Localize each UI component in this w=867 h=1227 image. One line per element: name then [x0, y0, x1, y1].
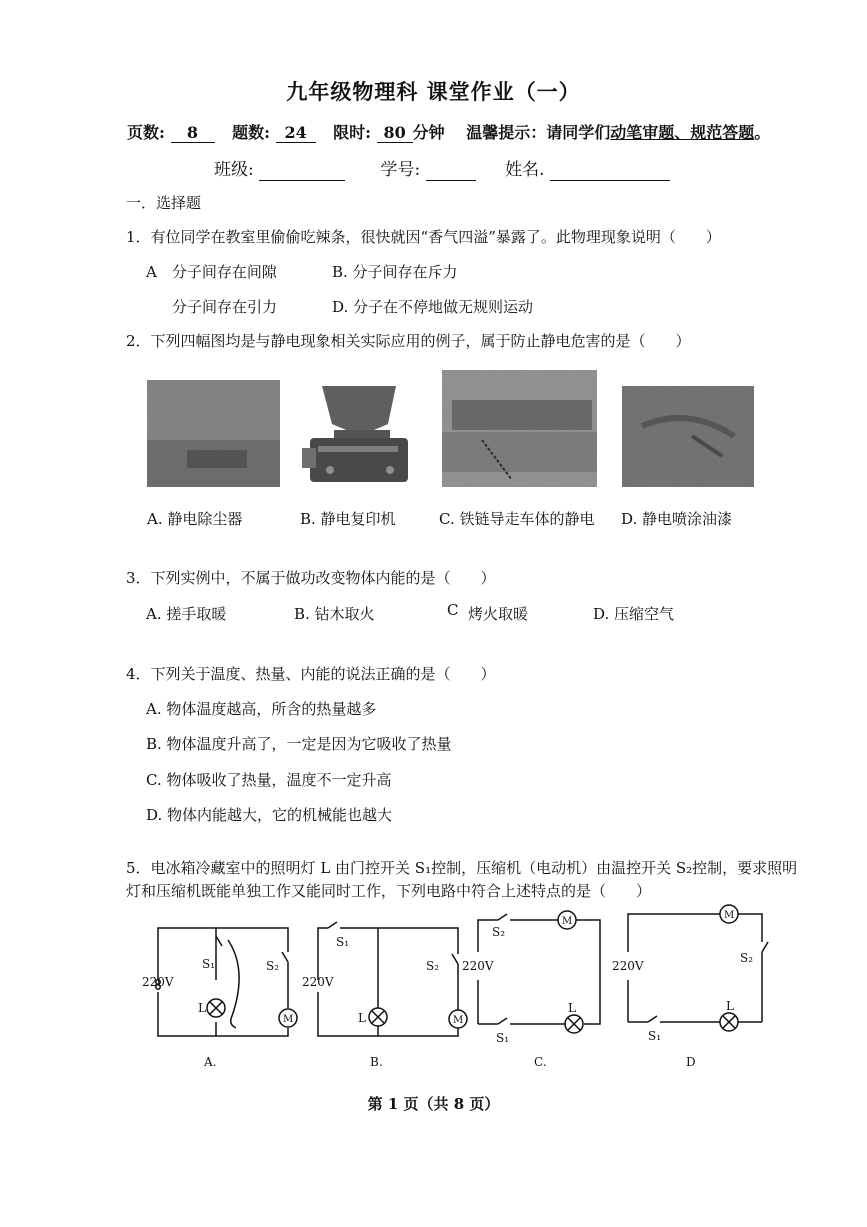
q2-stem: 2．下列四幅图均是与静电现象相关实际应用的例子，属于防止静电危害的是（ ）: [126, 332, 691, 350]
name-field[interactable]: [550, 160, 670, 181]
page-title: 九年级物理科 课堂作业（一）: [286, 79, 581, 104]
questions-value: 24: [276, 123, 316, 143]
q2-photo-spray-paint: [622, 386, 754, 487]
name-label: 姓名.: [505, 160, 545, 180]
circuit-d-lamp: L: [726, 999, 734, 1013]
tip-underlined: 动笔审题、规范答题: [610, 123, 755, 142]
circuit-c-s1: S₁: [496, 1031, 510, 1045]
q2-option-b: B. 静电复印机: [300, 510, 396, 528]
circuit-b-motor: M: [453, 1015, 464, 1026]
circuit-d-voltage: 220V: [612, 959, 644, 973]
q4-option-b: B. 物体温度升高了，一定是因为它吸收了热量: [146, 735, 452, 753]
time-label: 限时:: [333, 123, 372, 142]
circuit-c-label: C.: [534, 1055, 547, 1069]
tip-plain: 请同学们: [546, 123, 611, 142]
q1-stem: 1．有位同学在教室里偷偷吃辣条，很快就因“香气四溢”暴露了。此物理现象说明（ ）: [126, 228, 721, 246]
circuit-d-label: D: [686, 1055, 696, 1069]
questions-label: 题数:: [232, 123, 270, 142]
circuit-a-lamp: L: [198, 1001, 206, 1015]
q3-option-d: D. 压缩空气: [593, 605, 675, 623]
q2-option-d: D. 静电喷涂油漆: [621, 510, 733, 528]
class-field[interactable]: [259, 160, 345, 181]
student-info-line: [214, 155, 670, 181]
pages-value: 8: [171, 123, 215, 143]
q4-stem: 4．下列关于温度、热量、内能的说法正确的是（ ）: [126, 665, 496, 683]
q1-option-a: A 分子间存在间隙: [146, 263, 277, 281]
q2-option-c: C. 铁链导走车体的静电: [439, 510, 595, 528]
q1-option-d: D. 分子在不停地做无规则运动: [332, 298, 534, 316]
tip-label: 温馨提示：: [466, 123, 547, 142]
circuit-a-s2: S₂: [266, 959, 280, 973]
circuit-a-s1: S₁: [202, 957, 216, 971]
circuit-b-s1: S₁: [336, 935, 350, 949]
circuit-d-s2: S₂: [740, 951, 754, 965]
q2-photo-chain-truck: [442, 370, 597, 487]
circuit-b-label: B.: [370, 1055, 383, 1069]
id-field[interactable]: [426, 160, 476, 181]
circuit-c-voltage: 220V: [462, 959, 494, 973]
q5-stem-line2: 灯和压缩机既能单独工作又能同时工作，下列电路中符合上述特点的是（ ）: [126, 882, 652, 900]
circuit-b-voltage: 220V: [302, 975, 334, 989]
q3-option-c: 烤火取暖: [468, 605, 529, 623]
circuit-d: [628, 905, 768, 1031]
circuit-c-lamp: L: [568, 1001, 576, 1015]
pages-label: 页数:: [127, 123, 165, 142]
q1-option-b: B. 分子间存在斥力: [332, 263, 458, 281]
q2-photo-copier: [300, 380, 418, 490]
q3-stem: 3．下列实例中，不属于做功改变物体内能的是（ ）: [126, 569, 496, 587]
q3-option-c-letter: C: [447, 601, 459, 619]
circuit-b-s2: S₂: [426, 959, 440, 973]
q4-option-c: C. 物体吸收了热量，温度不一定升高: [146, 771, 392, 789]
circuit-a-label: A.: [204, 1055, 217, 1069]
tip-end: 。: [754, 123, 771, 142]
time-unit: 分钟: [412, 123, 445, 142]
circuit-a-motor: M: [283, 1014, 294, 1025]
id-label: 学号:: [380, 160, 421, 180]
circuit-a: [156, 928, 297, 1036]
q3-option-b: B. 钻木取火: [294, 605, 375, 623]
q5-stem-line1: 5．电冰箱冷藏室中的照明灯 L 由门控开关 S₁控制，压缩机（电动机）由温控开关 S₂控制，要求照明: [126, 859, 798, 877]
q5-circuit-diagrams: [140, 900, 780, 1080]
q4-option-a: A. 物体温度越高，所含的热量越多: [146, 700, 377, 718]
q2-photo-dust-collector: [147, 380, 280, 487]
circuit-a-voltage: 220V: [142, 975, 174, 989]
circuit-b-lamp: L: [358, 1011, 366, 1025]
circuit-c-motor: M: [562, 916, 573, 927]
q2-option-a: A. 静电除尘器: [147, 510, 243, 528]
circuit-c-s2: S₂: [492, 925, 506, 939]
q3-option-a: A. 搓手取暖: [146, 605, 227, 623]
time-value: 80: [377, 123, 413, 143]
section-title: 一．选择题: [126, 194, 202, 212]
meta-line: [127, 120, 770, 143]
circuit-d-motor: M: [724, 910, 735, 921]
circuit-d-s1: S₁: [648, 1029, 662, 1043]
q1-option-c: 分子间存在引力: [172, 298, 278, 316]
q4-option-d: D. 物体内能越大，它的机械能也越大: [146, 806, 393, 824]
class-label: 班级:: [214, 160, 254, 180]
page-footer: 第 1 页（共 8 页）: [367, 1095, 500, 1113]
